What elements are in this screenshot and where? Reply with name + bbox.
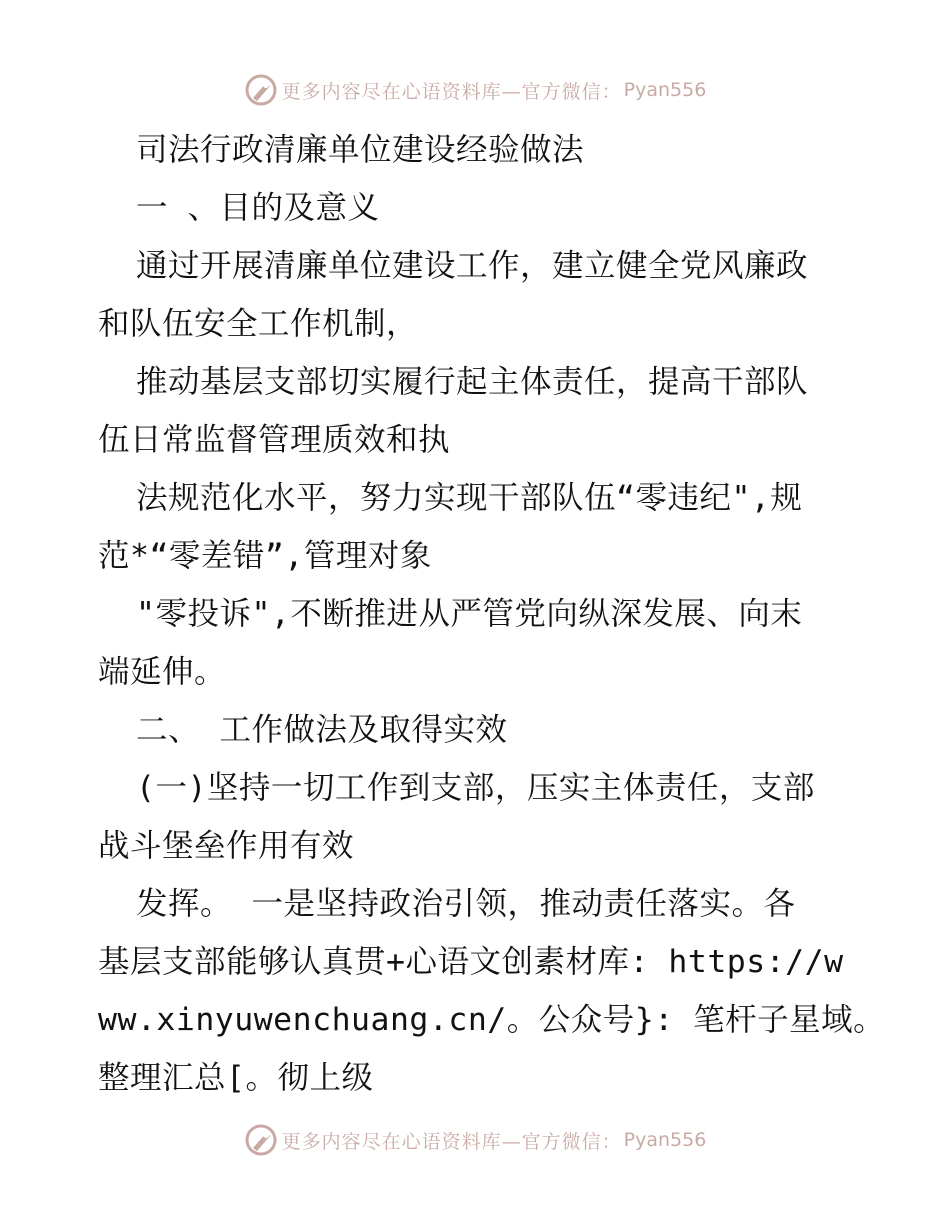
text-line: 伍日常监督管理质效和执 — [98, 422, 451, 458]
footer-watermark — [0, 1120, 950, 1160]
text-line: 整理汇总[。彻上级 — [98, 1060, 374, 1096]
header-watermark — [0, 70, 950, 110]
text-line: (一)坚持一切工作到支部，压实主体责任，支部 — [136, 770, 815, 806]
watermark-wechat-id: Pyan556 — [623, 1129, 707, 1151]
text-line: 一 、目的及意义 — [136, 190, 380, 226]
text-line: 战斗堡垒作用有效 — [98, 828, 355, 864]
text-line: 二、 工作做法及取得实效 — [136, 712, 508, 748]
text-line: "零投诉",不断推进从严管党向纵深发展、向末 — [136, 596, 803, 632]
watermark-text: 更多内容尽在心语资料库—官方微信： — [281, 1130, 622, 1153]
document-body — [98, 121, 886, 1107]
watermark-wechat-id: Pyan556 — [623, 79, 707, 101]
text-line: 推动基层支部切实履行起主体责任，提高干部队 — [136, 364, 809, 400]
text-line: 和队伍安全工作机制， — [98, 306, 419, 342]
text-line: 法规范化水平，努力实现干部队伍“零违纪",规 — [136, 480, 803, 516]
pen-logo-icon — [244, 1123, 278, 1157]
text-line: 基层支部能够认真贯+心语文创素材库: https://w — [98, 944, 844, 980]
text-line: ww.xinyuwenchuang.cn/。公众号}: 笔杆子星域。 — [98, 1002, 886, 1038]
text-line: 发挥。 一是坚持政治引领，推动责任落实。各 — [136, 886, 796, 922]
watermark-text: 更多内容尽在心语资料库—官方微信： — [281, 80, 622, 103]
text-line: 通过开展清廉单位建设工作，建立健全党风廉政 — [136, 248, 809, 284]
text-line: 司法行政清廉单位建设经验做法 — [136, 132, 585, 168]
pen-logo-icon — [244, 73, 278, 107]
text-line: 范*“零差错”,管理对象 — [98, 538, 432, 574]
text-line: 端延伸。 — [98, 654, 227, 690]
